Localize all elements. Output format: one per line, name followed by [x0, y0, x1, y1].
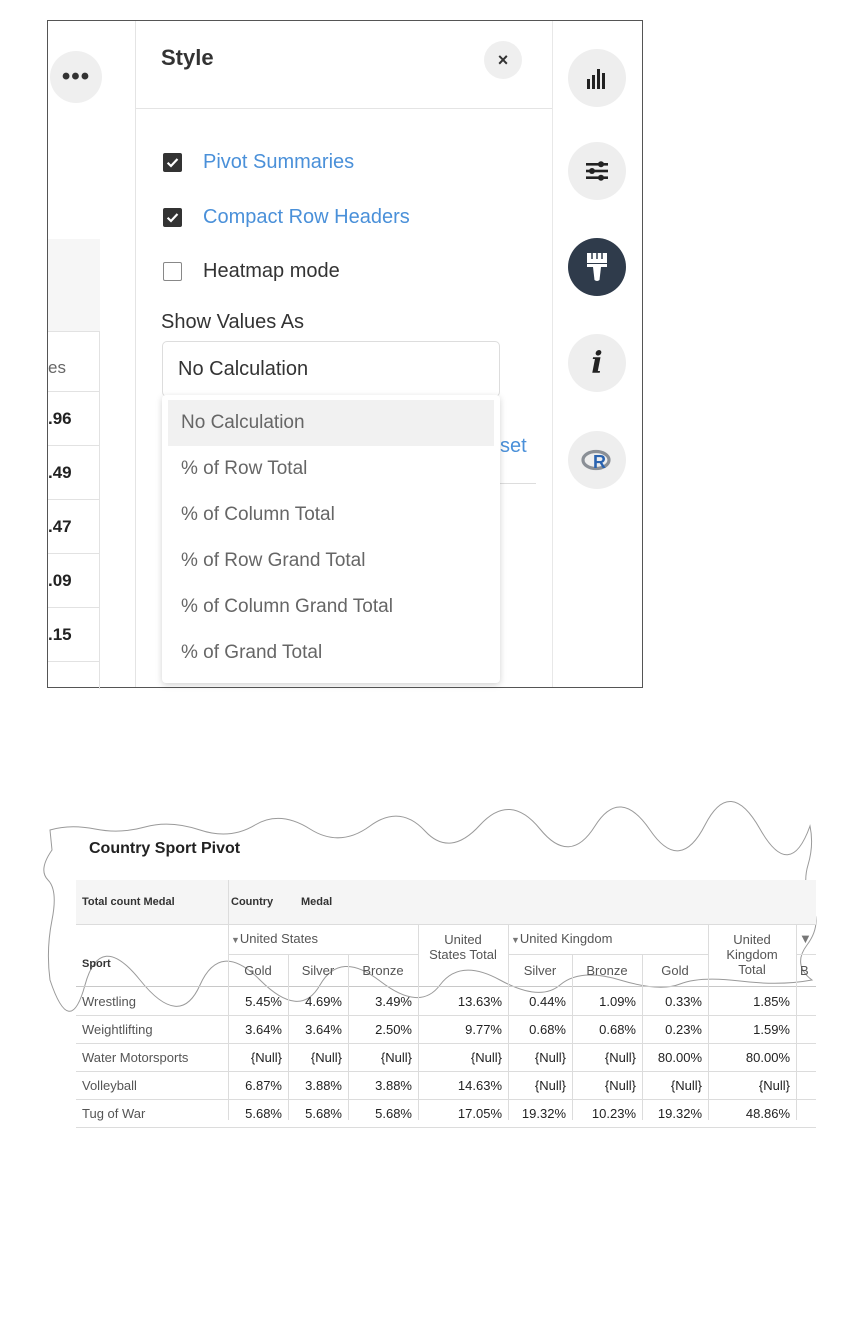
pivot-cell: 5.68% [245, 1106, 282, 1121]
background-table-fragment [48, 239, 100, 689]
medal-header-partial: B [800, 963, 809, 978]
pivot-cell: 6.87% [245, 1078, 282, 1093]
caret-down-icon: ▼ [511, 935, 520, 945]
table-column-header: es [48, 332, 100, 392]
medal-header: Bronze [362, 963, 404, 978]
pivot-cell: 14.63% [457, 1078, 502, 1093]
medal-header: Silver [301, 963, 335, 978]
corner-label: Total count Medal [76, 880, 228, 924]
pivot-cell: 5.45% [245, 994, 282, 1009]
pivot-cell: {Null} [534, 1078, 566, 1093]
divider [796, 924, 797, 1120]
pivot-cell: 0.44% [529, 994, 566, 1009]
pivot-cell: 80.00% [745, 1050, 790, 1065]
total-header-us: United States Total [429, 932, 497, 962]
pivot-cell: {Null} [670, 1078, 702, 1093]
table-cell: .96 [48, 392, 100, 446]
row-label-sport: Weightlifting [82, 1022, 153, 1037]
pivot-cell: 4.69% [305, 994, 342, 1009]
divider [496, 483, 536, 484]
divider [642, 954, 643, 1120]
pivot-cell: {Null} [250, 1050, 282, 1065]
style-panel-screenshot [47, 20, 643, 688]
pivot-cell: 5.68% [305, 1106, 342, 1121]
divider [508, 954, 708, 955]
pivot-table-screenshot [40, 810, 820, 1121]
divider [552, 21, 553, 687]
more-options-button[interactable] [50, 51, 102, 103]
pivot-cell: 3.88% [305, 1078, 342, 1093]
info-icon: i [591, 345, 603, 381]
r-script-button[interactable] [568, 431, 626, 489]
pivot-cell: 3.49% [375, 994, 412, 1009]
calculation-dropdown-menu [162, 395, 500, 683]
column-field-country[interactable]: Country [231, 896, 274, 908]
divider [76, 924, 816, 925]
pivot-cell: 10.23% [591, 1106, 636, 1121]
sliders-icon [584, 160, 610, 182]
checkbox-unchecked-icon[interactable] [163, 262, 182, 281]
divider [228, 954, 418, 955]
divider [708, 924, 709, 1120]
dropdown-option-column-total[interactable]: % of Column Total [181, 504, 335, 525]
column-field-medal[interactable]: Medal [301, 896, 333, 908]
option-compact-row-headers[interactable] [163, 206, 410, 229]
group-header-uk[interactable]: ▼United Kingdom [511, 931, 613, 946]
show-values-label: Show Values As [161, 311, 305, 333]
pivot-cell: {Null} [470, 1050, 502, 1065]
pivot-cell: {Null} [604, 1078, 636, 1093]
pivot-cell: 3.88% [375, 1078, 412, 1093]
pivot-cell: {Null} [534, 1050, 566, 1065]
pivot-cell: 0.68% [529, 1022, 566, 1037]
table-header-band [48, 239, 100, 332]
option-heatmap-mode[interactable] [163, 260, 340, 283]
reset-link[interactable]: set [500, 435, 527, 457]
r-logo-icon [581, 447, 613, 473]
divider [76, 1127, 816, 1128]
pivot-cell: 48.86% [745, 1106, 790, 1121]
row-label-sport: Wrestling [82, 994, 136, 1009]
pivot-cell: 19.32% [521, 1106, 566, 1121]
paintbrush-icon [584, 251, 610, 283]
pivot-cell: {Null} [310, 1050, 342, 1065]
caret-down-icon: ▼ [231, 935, 240, 945]
dropdown-option-row-total[interactable]: % of Row Total [181, 458, 308, 479]
pivot-cell: 0.23% [665, 1022, 702, 1037]
pivot-cell: 13.63% [457, 994, 502, 1009]
pivot-cell: 1.59% [753, 1022, 790, 1037]
dropdown-option-no-calculation[interactable]: No Calculation [168, 400, 494, 446]
bar-chart-icon [585, 67, 609, 89]
pivot-cell: 1.85% [753, 994, 790, 1009]
divider [572, 954, 573, 1120]
divider [76, 986, 816, 987]
row-label-sport: Water Motorsports [82, 1050, 189, 1065]
pivot-cell: 3.64% [305, 1022, 342, 1037]
option-label[interactable]: Pivot Summaries [203, 151, 355, 173]
table-cell: .49 [48, 446, 100, 500]
pivot-cell: 17.05% [457, 1106, 502, 1121]
pivot-cell: 2.50% [375, 1022, 412, 1037]
group-header-us[interactable]: ▼United States [231, 931, 318, 946]
chart-type-button[interactable] [568, 49, 626, 107]
table-cell: .15 [48, 608, 100, 662]
svg-text:R: R [593, 452, 606, 472]
pivot-cell: {Null} [604, 1050, 636, 1065]
divider [228, 880, 229, 1120]
divider [508, 924, 509, 1120]
medal-header: Bronze [586, 963, 628, 978]
calculation-select[interactable]: No Calculation [162, 341, 500, 397]
caret-down-icon: ▼ [799, 931, 812, 946]
dropdown-option-row-grand-total[interactable]: % of Row Grand Total [181, 550, 366, 571]
option-label[interactable]: Compact Row Headers [203, 206, 410, 228]
row-label-sport: Tug of War [82, 1106, 146, 1121]
pivot-cell: 0.68% [599, 1022, 636, 1037]
option-pivot-summaries[interactable] [163, 151, 354, 174]
pivot-title: Country Sport Pivot [89, 840, 241, 857]
row-header-sport: Sport [82, 958, 111, 970]
pivot-cell: {Null} [380, 1050, 412, 1065]
medal-header: Gold [661, 963, 689, 978]
divider [796, 954, 816, 955]
info-button[interactable] [568, 334, 626, 392]
medal-header: Gold [244, 963, 272, 978]
dropdown-option-grand-total[interactable]: % of Grand Total [181, 642, 323, 663]
chart-area-strip [48, 21, 136, 687]
pivot-cell: 5.68% [375, 1106, 412, 1121]
medal-header: Silver [523, 963, 557, 978]
more-icon: ••• [61, 63, 91, 90]
close-button[interactable] [484, 41, 522, 79]
table-cell: .09 [48, 554, 100, 608]
checkbox-checked-icon[interactable] [163, 208, 182, 227]
panel-title: Style [161, 45, 214, 70]
total-header-uk: United Kingdom Total [726, 932, 778, 977]
divider [136, 108, 552, 109]
pivot-cell: 0.33% [665, 994, 702, 1009]
dropdown-option-column-grand-total[interactable]: % of Column Grand Total [181, 596, 393, 617]
pivot-cell: 80.00% [657, 1050, 702, 1065]
column-field-band [228, 880, 816, 924]
pivot-cell: 19.32% [657, 1106, 702, 1121]
divider [288, 954, 289, 1120]
pivot-cell: 3.64% [245, 1022, 282, 1037]
pivot-cell: 9.77% [465, 1022, 502, 1037]
checkbox-checked-icon[interactable] [163, 153, 182, 172]
settings-button[interactable] [568, 142, 626, 200]
row-label-sport: Volleyball [82, 1078, 137, 1093]
close-icon: × [497, 49, 509, 70]
divider [418, 924, 419, 1120]
pivot-cell: {Null} [758, 1078, 790, 1093]
option-label[interactable]: Heatmap mode [203, 260, 340, 282]
divider [348, 954, 349, 1120]
table-cell: .47 [48, 500, 100, 554]
pivot-cell: 1.09% [599, 994, 636, 1009]
style-button[interactable] [568, 238, 626, 296]
